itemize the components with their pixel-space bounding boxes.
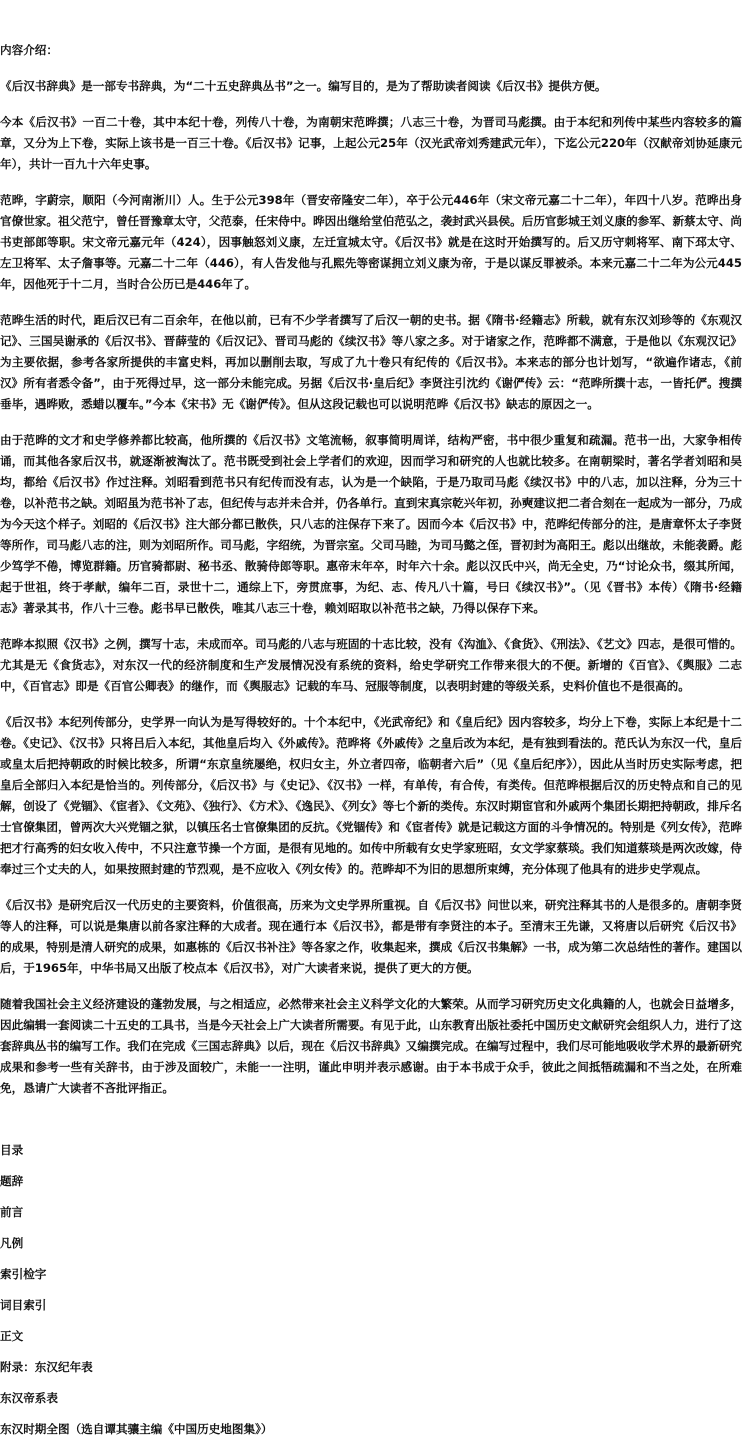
paragraph-fan-ye-biography: 范晔，字蔚宗，顺阳（今河南淅川）人。生于公元398年（晋安帝隆安二年），卒于公元446年（宋文帝元嘉二十二年），年四十八岁。范晔出身官僚世家。祖父范宁，曾任晋豫章太守，父范泰，任宋侍中。晔因出继给堂伯范弘之，袭封武兴县侯。后历官彭城王刘义康的参军、新蔡太守、尚书吏部郎等职。宋文帝元嘉元年（424），因事触怒刘义康，左迁宣城太守。《后汉书》就是在这时开始撰写的。后又历守刺将军、南下邳太守、左卫将军、太子詹事等。元嘉二十二年（446），有人告发他与孔熙先等密谋拥立刘义康为帝，于是以谋反罪被杀。本来元嘉二十二年为公元445年，因他死于十二月，当时合公历已是446年了。 [0,193,743,291]
paragraph-annotations: 由于范晔的文才和史学修养都比较高，他所撰的《后汉书》文笔流畅，叙事简明周详，结构严密，书中很少重复和疏漏。范书一出，大家争相传诵，而其他各家后汉书，就逐渐被淘汰了。范书既受到社会上学者们的欢迎，因而学习和研究的人也就比较多。在南朝梁时，著名学者刘昭和吴均，都给《后汉书》作过注释。刘昭看到范书只有纪传而没有志，认为是一个缺陷，于是乃取司马彪《续汉书》中的八志，加以注释，分为三十卷，以补范书之缺。刘昭虽为范书补了志，但纪传与志并未合并，仍各单行。直到宋真宗乾兴年初，孙奭建议把二者合刻在一起成为一部分，乃成为今天这个样子。刘昭的《后汉书》注大部分都已散佚，只八志的注保存下来了。因而今本《后汉书》中，范晔纪传部分的注，是唐章怀太子李贤等所作，司马彪八志的注，则为刘昭所作。司马彪，字绍统，为晋宗室。父司马睦，为司马懿之侄，晋初封为高阳王。彪以出继故，未能袭爵。彪少笃学不倦，博览群籍。历官骑都尉、秘书丞、散骑侍郎等职。惠帝末年卒，时年六十余。彪以汉氏中兴，尚无全史，乃“讨论众书，缀其所闻，起于世祖，终于孝献，编年二百，录世十二，通综上下，旁贯庶事，为纪、志、传凡八十篇，号曰《续汉书》”。（见《晋书》本传）《隋书·经籍志》著录其书，作八十三卷。彪书早已散佚，唯其八志三十卷，赖刘昭取以补范书之缺，乃得以保存下来。 [0,433,743,615]
toc-title: 目录 [0,1143,24,1157]
toc-item-entry-index[interactable]: 词目索引 [0,1298,47,1312]
paragraph-purpose: 《后汉书辞典》是一部专书辞典，为“二十五史辞典丛书”之一。编写目的，是为了帮助读者阅读《后汉书》提供方便。 [0,79,607,93]
toc-item-index-characters[interactable]: 索引检字 [0,1267,47,1281]
toc-item-dedication[interactable]: 题辞 [0,1174,24,1188]
section-spacer [0,1114,742,1140]
paragraph-annals-biographies: 《后汉书》本纪列传部分，史学界一向认为是写得较好的。十个本纪中，《光武帝纪》和《皇后纪》因内容较多，均分上下卷，实际上本纪是十二卷。《史记》、《汉书》只将吕后入本纪，其他皇后均入《外戚传》。范晔将《外戚传》之皇后改为本纪，是有独到看法的。范氏认为东汉一代，皇后或皇太后把持朝政的时候比较多，所谓“东京皇统屡绝，权归女主，外立者四帝，临朝者六后”（见《皇后纪序》），因此从当时历史实际考虑，把皇后全部归入本纪是恰当的。列传部分，《后汉书》与《史记》、《汉书》一样，有单传，有合传，有类传。但范晔根据后汉的历史特点和自己的见解，创设了《党锢》、《宦者》、《文苑》、《独行》、《方术》、《逸民》、《列女》等七个新的类传。东汉时期宦官和外戚两个集团长期把持朝政，排斥名士官僚集团，曾两次大兴党锢之狱，以镇压名士官僚集团的反抗。《党锢传》和《宦者传》就是记载这方面的斗争情况的。特别是《列女传》，范晔把才行高秀的妇女收入传中，不只注意节操一个方面，是很有见地的。如传中所载有女史学家班昭，女文学家蔡琰。我们知道蔡琰是两次改嫁，侍奉过三个丈夫的人，如果按照封建的节烈观，是不应收入《列女传》的。范晔却不为旧的思想所束缚，充分体现了他具有的进步史学观点。 [0,715,743,876]
paragraph-historical-context: 范晔生活的时代，距后汉已有二百余年，在他以前，已有不少学者撰写了后汉一朝的史书。据《隋书·经籍志》所载，就有东汉刘珍等的《东观汉记》、三国吴谢承的《后汉书》、晋薛莹的《后汉记》、晋司马彪的《续汉书》等八家之多。对于诸家之作，范晔都不满意，于是他以《东观汉记》为主要依据，参考各家所提供的丰富史料，再加以删削去取，写成了九十卷只有纪传的《后汉书》。本来志的部分也计划写，“欲遍作诸志，《前汉》所有者悉令备”，由于死得过早，这一部分未能完成。另据《后汉书·皇后纪》李贤注引沈约《谢俨传》云：“范晔所撰十志，一皆托俨。搜撰垂毕，遇晔败，悉蜡以覆车。”今本《宋书》无《谢俨传》。但从这段记载也可以说明范晔《后汉书》缺志的原因之一。 [0,313,742,411]
toc-item-chronology[interactable]: 附录：东汉纪年表 [0,1360,93,1374]
intro-heading: 内容介绍： [0,43,58,57]
paragraph-research-value: 《后汉书》是研究后汉一代历史的主要资料，价值很高，历来为文史学界所重视。自《后汉书》问世以来，研究注释其书的人是很多的。唐朝李贤等人的注释，可以说是集唐以前各家注释的大成者。现在通行本《后汉书》，都是带有李贤注的本子。至清末王先谦，又将唐以后研究《后汉书》的成果，特别是清人研究的成果，如惠栋的《后汉书补注》等各家之作，收集起来，撰成《后汉书集解》一书，成为第二次总结性的著作。建国以后，于1965年，中华书局又出版了校点本《后汉书》，对广大读者来说，提供了更大的方便。 [0,898,743,975]
toc-item-preface[interactable]: 前言 [0,1205,24,1219]
toc-item-map[interactable]: 东汉时期全图（选自谭其骧主编《中国历史地图集》） [0,1422,273,1436]
toc-item-guide[interactable]: 凡例 [0,1236,24,1250]
paragraph-book-structure: 今本《后汉书》一百二十卷，其中本纪十卷，列传八十卷，为南朝宋范晔撰；八志三十卷，为晋司马彪撰。由于本纪和列传中某些内容较多的篇章，又分为上下卷，实际上该书是一百三十卷。《后汉书》记事，上起公元25年（汉光武帝刘秀建武元年），下迄公元220年（汉献帝刘协延康元年），共计一百九十六年史事。 [0,115,742,171]
toc-item-main-text[interactable]: 正文 [0,1329,24,1343]
paragraph-compilation: 随着我国社会主义经济建设的蓬勃发展，与之相适应，必然带来社会主义科学文化的大繁荣。从而学习研究历史文化典籍的人，也就会日益增多，因此编辑一套阅读二十五史的工具书，当是今天社会上广大读者所需要。有见于此，山东教育出版社委托中国历史文献研究会组织人力，进行了这套辞典丛书的编写工作。我们在完成《三国志辞典》以后，现在《后汉书辞典》又编撰完成。在编写过程中，我们尽可能地吸收学术界的最新研究成果和参考一些有关辞书，由于涉及面较广，未能一一注明，谨此申明并表示感谢。由于本书成于众手，彼此之间抵牾疏漏和不当之处，在所难免，恳请广大读者不吝批评指正。 [0,997,743,1095]
toc-item-emperor-lineage[interactable]: 东汉帝系表 [0,1391,58,1405]
paragraph-treatises: 范晔本拟照《汉书》之例，撰写十志，未成而卒。司马彪的八志与班固的十志比较，没有《沟洫》、《食货》、《刑法》、《艺文》四志，是很可惜的。尤其是无《食货志》，对东汉一代的经济制度和生产发展情况没有系统的资料，给史学研究工作带来很大的不便。新增的《百官》、《舆服》二志中，《百官志》即是《百官公卿表》的继作，而《舆服志》记载的车马、冠服等制度，以表明封建的等级关系，史料价值也不是很高的。 [0,637,742,693]
